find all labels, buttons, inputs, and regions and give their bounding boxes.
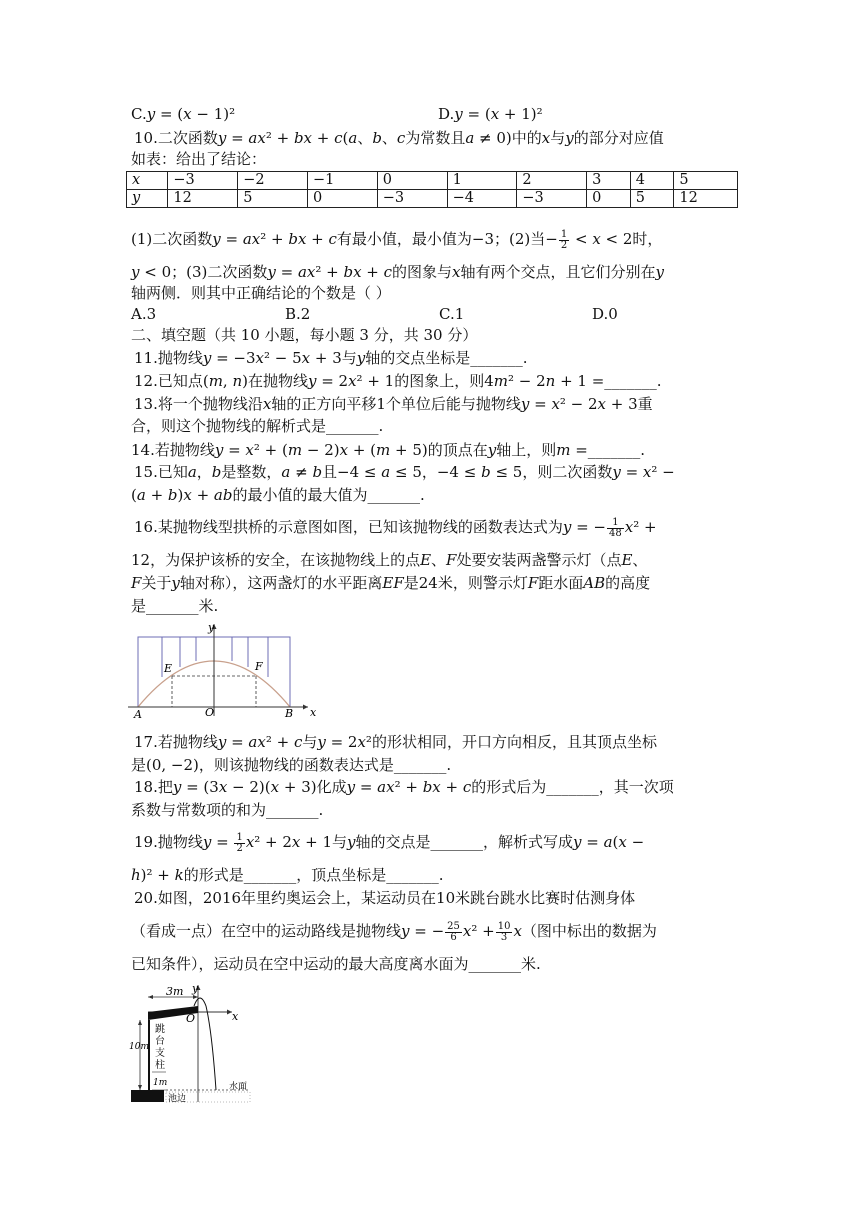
fraction-denominator: 2 xyxy=(236,842,243,854)
q16-line2: 12，为保护该桥的安全，在该抛物线上的点𝐸、𝐹处要安装两盏警示灯（点𝐸、 xyxy=(131,551,648,569)
q10-line3-end: < 𝑥 < 2时， xyxy=(570,230,663,248)
table-cell: −4 xyxy=(447,190,517,208)
diving-figure xyxy=(128,982,252,1106)
q20-line2-start: （看成一点）在空中的运动路线是抛物线𝑦 = − xyxy=(131,922,445,940)
q18-line1: 18.把𝑦 = (3𝑥 − 2)(𝑥 + 3)化成𝑦 = 𝑎𝑥² + 𝑏𝑥 + 𝑐的形式后为_______，其一次项 xyxy=(134,778,674,796)
support-char-3: 支 xyxy=(155,1048,165,1059)
q16-line1 xyxy=(134,517,657,539)
support-char-2: 台 xyxy=(155,1036,165,1047)
fraction-1-48 xyxy=(607,518,624,539)
q17-line1: 17.若抛物线𝑦 = 𝑎𝑥² + 𝑐与𝑦 = 2𝑥²的形状相同，开口方向相反，且其顶点坐标 xyxy=(134,733,657,751)
q10-option-b: B.2 xyxy=(285,305,311,323)
q10-option-d: D.0 xyxy=(592,305,618,323)
q10-line3 xyxy=(131,229,662,251)
fraction-10-3 xyxy=(496,922,513,943)
table-cell: −3 xyxy=(168,172,238,190)
table-cell: 5 xyxy=(674,172,738,190)
q18-line2: 系数与常数项的和为_______. xyxy=(131,801,324,819)
q19-line1 xyxy=(134,832,644,854)
q14: 14.若抛物线𝑦 = 𝑥² + (𝑚 − 2)𝑥 + (𝑚 + 5)的顶点在𝑦轴上，则𝑚 =_______. xyxy=(131,441,646,459)
label-o: O xyxy=(186,1012,196,1025)
q19-line1-end: 𝑥² + 2𝑥 + 1与𝑦轴的交点是_______，解析式写成𝑦 = 𝑎(𝑥 − xyxy=(245,833,645,851)
q11: 11.抛物线𝑦 = −3𝑥² − 5𝑥 + 3与𝑦轴的交点坐标是_______. xyxy=(134,349,528,367)
label-x: x xyxy=(310,706,317,719)
table-cell: 3 xyxy=(587,172,631,190)
x-axis-arrow-icon xyxy=(303,705,308,710)
label-y: y xyxy=(208,621,215,634)
q19-line2: ℎ)² + 𝑘的形式是_______，顶点坐标是_______. xyxy=(131,866,444,884)
fraction-numerator: 10 xyxy=(497,920,511,932)
q16-line3: 𝐹关于𝑦轴对称），这两盏灯的水平距离𝐸𝐹是24米，则警示灯𝐹距水面𝐴𝐵的高度 xyxy=(131,574,651,592)
q10-line2: 如表：给出了结论： xyxy=(131,150,267,168)
q10-line1: 10.二次函数𝑦 = 𝑎𝑥² + 𝑏𝑥 + 𝑐(𝑎、𝑏、𝑐为常数且𝑎 ≠ 0)中的𝑥与𝑦的部分对应值 xyxy=(134,129,664,147)
label-1m: 1m xyxy=(153,1078,168,1088)
label-b: B xyxy=(285,707,294,720)
q10-line5: 轴两侧．则其中正确结论的个数是（ ） xyxy=(131,284,391,302)
label-x: x xyxy=(232,1010,239,1023)
table-cell: −3 xyxy=(377,190,447,208)
table-row-y xyxy=(127,190,738,208)
fraction-half xyxy=(559,230,569,251)
q15-line1: 15.已知𝑎，𝑏是整数，𝑎 ≠ 𝑏且−4 ≤ 𝑎 ≤ 5，−4 ≤ 𝑏 ≤ 5，则二次函数𝑦 = 𝑥² − xyxy=(134,463,675,481)
q16-line1-start: 16.某抛物线型拱桥的示意图如图，已知该抛物线的函数表达式为𝑦 = − xyxy=(134,518,607,536)
arrow-right-icon xyxy=(193,995,198,999)
q17-line2: 是(0, −2)，则该抛物线的函数表达式是_______. xyxy=(131,756,452,774)
table-cell: 0 xyxy=(587,190,631,208)
q19-line1-start: 19.抛物线𝑦 = xyxy=(134,833,234,851)
fraction-numerator: 1 xyxy=(607,518,624,529)
label-y: y xyxy=(192,982,199,995)
q12: 12.已知点(𝑚, 𝑛)在抛物线𝑦 = 2𝑥² + 1的图象上，则4𝑚² − 2𝑛 + 1 =_______. xyxy=(134,372,662,390)
q10-option-c: C.1 xyxy=(439,305,465,323)
label-10m: 10m xyxy=(129,1042,149,1052)
table-cell: 12 xyxy=(674,190,738,208)
q20-line1: 20.如图，2016年里约奥运会上，某运动员在10米跳台跳水比赛时估测身体 xyxy=(134,889,636,907)
label-pool: 池边 xyxy=(168,1094,187,1104)
arrow-up-icon xyxy=(138,1020,142,1025)
label-a: A xyxy=(134,708,142,720)
q20-line2 xyxy=(131,921,657,943)
q10-line3-start: (1)二次函数𝑦 = 𝑎𝑥² + 𝑏𝑥 + 𝑐有最小值，最小值为−3；(2)当− xyxy=(131,230,558,248)
table-cell: −3 xyxy=(517,190,587,208)
fraction-denominator: 48 xyxy=(609,527,622,539)
q10-option-a: A.3 xyxy=(131,305,157,323)
q20-line2-mid: 𝑥² + xyxy=(462,922,495,940)
label-3m: 3m xyxy=(166,985,184,998)
support-char-4: 柱 xyxy=(155,1060,165,1071)
fraction-denominator: 2 xyxy=(560,239,568,251)
fraction-numerator: 25 xyxy=(447,920,460,932)
q13-line1: 13.将一个抛物线沿𝑥轴的正方向平移1个单位后能与抛物线𝑦 = 𝑥² − 2𝑥 + 3重 xyxy=(134,395,653,413)
q9-option-d: D.𝑦 = (𝑥 + 1)² xyxy=(438,105,543,123)
q15-line2: (𝑎 + 𝑏)𝑥 + 𝑎𝑏的最小值的最大值为_______. xyxy=(131,486,425,504)
table-row-x xyxy=(127,172,738,190)
fraction-denominator: 6 xyxy=(450,931,457,943)
table-cell: 0 xyxy=(307,190,377,208)
table-cell: 1 xyxy=(447,172,517,190)
label-water: 水面 xyxy=(229,1082,248,1092)
platform-column xyxy=(148,1020,150,1090)
q9-option-c: C.𝑦 = (𝑥 − 1)² xyxy=(131,105,236,123)
q16-line4: 是_______米. xyxy=(131,597,219,615)
q16-line1-end: 𝑥² + xyxy=(624,518,657,536)
q20-line3: 已知条件），运动员在空中运动的最大高度离水面为_______米. xyxy=(131,955,541,973)
table-head-x: 𝑥 xyxy=(127,172,168,190)
support-char-1: 跳 xyxy=(155,1024,165,1035)
table-cell: 12 xyxy=(168,190,238,208)
table-cell: −2 xyxy=(238,172,308,190)
fraction-numerator: 1 xyxy=(560,228,568,240)
q20-line2-end: 𝑥（图中标出的数据为 xyxy=(513,922,657,940)
label-e: E xyxy=(164,662,173,675)
q13-line2: 合，则这个抛物线的解析式是_______. xyxy=(131,417,384,435)
fraction-numerator: 1 xyxy=(236,831,243,843)
label-o: O xyxy=(205,706,215,719)
label-f: F xyxy=(255,660,263,673)
table-cell: 4 xyxy=(630,172,674,190)
arrow-left-icon xyxy=(148,995,153,999)
table-cell: 5 xyxy=(238,190,308,208)
section2-title: 二、填空题（共 10 小题，每小题 3 分，共 30 分） xyxy=(131,326,478,344)
fraction-half xyxy=(234,833,244,854)
table-cell: 5 xyxy=(630,190,674,208)
table-cell: −1 xyxy=(307,172,377,190)
table-cell: 2 xyxy=(517,172,587,190)
table-cell: 0 xyxy=(377,172,447,190)
fraction-25-6 xyxy=(445,922,462,943)
pool-edge xyxy=(131,1090,164,1102)
arch-bridge-figure xyxy=(128,618,318,720)
value-table xyxy=(126,171,738,208)
arrow-down-icon xyxy=(138,1085,142,1090)
table-head-y: 𝑦 xyxy=(127,190,168,208)
fraction-denominator: 3 xyxy=(500,931,508,943)
q10-line4: 𝑦 < 0；(3)二次函数𝑦 = 𝑎𝑥² + 𝑏𝑥 + 𝑐的图象与𝑥轴有两个交点，且它们分别在𝑦 xyxy=(131,263,664,281)
